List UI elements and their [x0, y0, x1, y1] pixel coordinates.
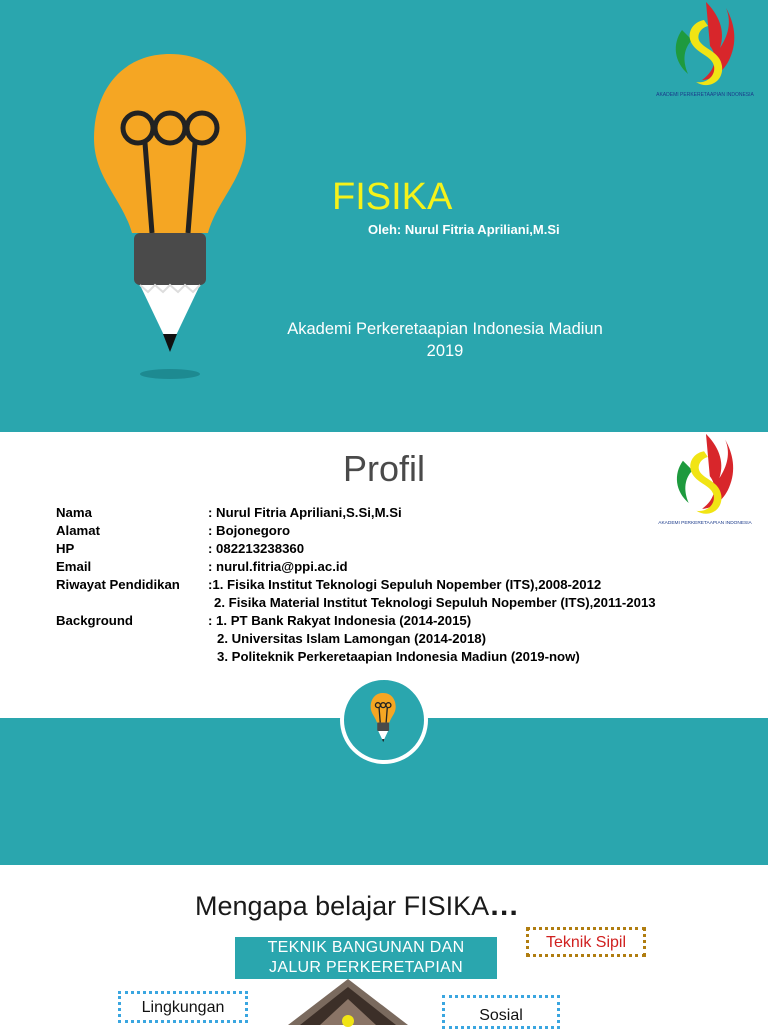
profile-value: 3. Politeknik Perkeretaapian Indonesia Madiun (2019-now)	[217, 649, 580, 664]
reasons-title-text: Mengapa belajar FISIKA	[195, 891, 490, 921]
slide-title: FISIKA	[332, 176, 453, 218]
profile-value: : nurul.fitria@ppi.ac.id	[208, 559, 348, 574]
profile-label: Email	[56, 559, 92, 574]
institution-text	[250, 318, 640, 362]
profile-label: Riwayat Pendidikan	[56, 577, 180, 592]
logo-caption: AKADEMI PERKERETAAPIAN INDONESIA	[656, 92, 754, 98]
tag-lingkungan: Lingkungan	[118, 991, 248, 1023]
author-name: Oleh: Nurul Fitria Apriliani,M.Si	[368, 222, 560, 237]
profile-value: : 082213238360	[208, 541, 305, 556]
reasons-title-ellipsis: …	[489, 889, 520, 922]
profile-value: :1. Fisika Institut Teknologi Sepuluh Nopember (ITS),2008-2012	[208, 577, 602, 592]
profile-title: Profil	[342, 448, 426, 489]
central-topic-line: JALUR PERKERETAPIAN	[269, 959, 463, 976]
lightbulb-pencil-icon	[90, 48, 260, 388]
tag-sosial: Sosial	[442, 995, 560, 1029]
profile-slide	[0, 432, 768, 865]
profile-label: Background	[56, 613, 133, 628]
central-topic-line: TEKNIK BANGUNAN DAN	[267, 939, 465, 956]
profile-value: 2. Universitas Islam Lamongan (2014-2018)	[217, 631, 486, 646]
profile-value: : Bojonegoro	[208, 523, 291, 538]
slide-year: 2019	[426, 342, 464, 360]
institution-name: Akademi Perkeretaapian Indonesia Madiun	[287, 320, 603, 338]
profile-label: Nama	[56, 505, 92, 520]
reasons-title	[195, 889, 519, 923]
lightbulb-badge	[340, 676, 428, 764]
tag-teknik-sipil: Teknik Sipil	[526, 927, 646, 957]
lightbulb-icon	[367, 692, 401, 748]
institution-logo-icon	[658, 432, 752, 528]
profile-label: Alamat	[56, 523, 100, 538]
pyramid-graphic-icon	[286, 977, 410, 1025]
profile-value: : 1. PT Bank Rakyat Indonesia (2014-2015)	[208, 613, 472, 628]
central-topic-box	[235, 937, 497, 979]
profile-value: : Nurul Fitria Apriliani,S.Si,M.Si	[208, 505, 402, 520]
logo-caption: AKADEMI PERKERETAAPIAN INDONESIA	[658, 521, 752, 527]
profile-label: HP	[56, 541, 75, 556]
title-slide	[0, 0, 768, 432]
reasons-slide	[0, 865, 768, 1024]
profile-value: 2. Fisika Material Institut Teknologi Sepuluh Nopember (ITS),2011-2013	[214, 595, 656, 610]
institution-logo-icon	[656, 0, 754, 100]
